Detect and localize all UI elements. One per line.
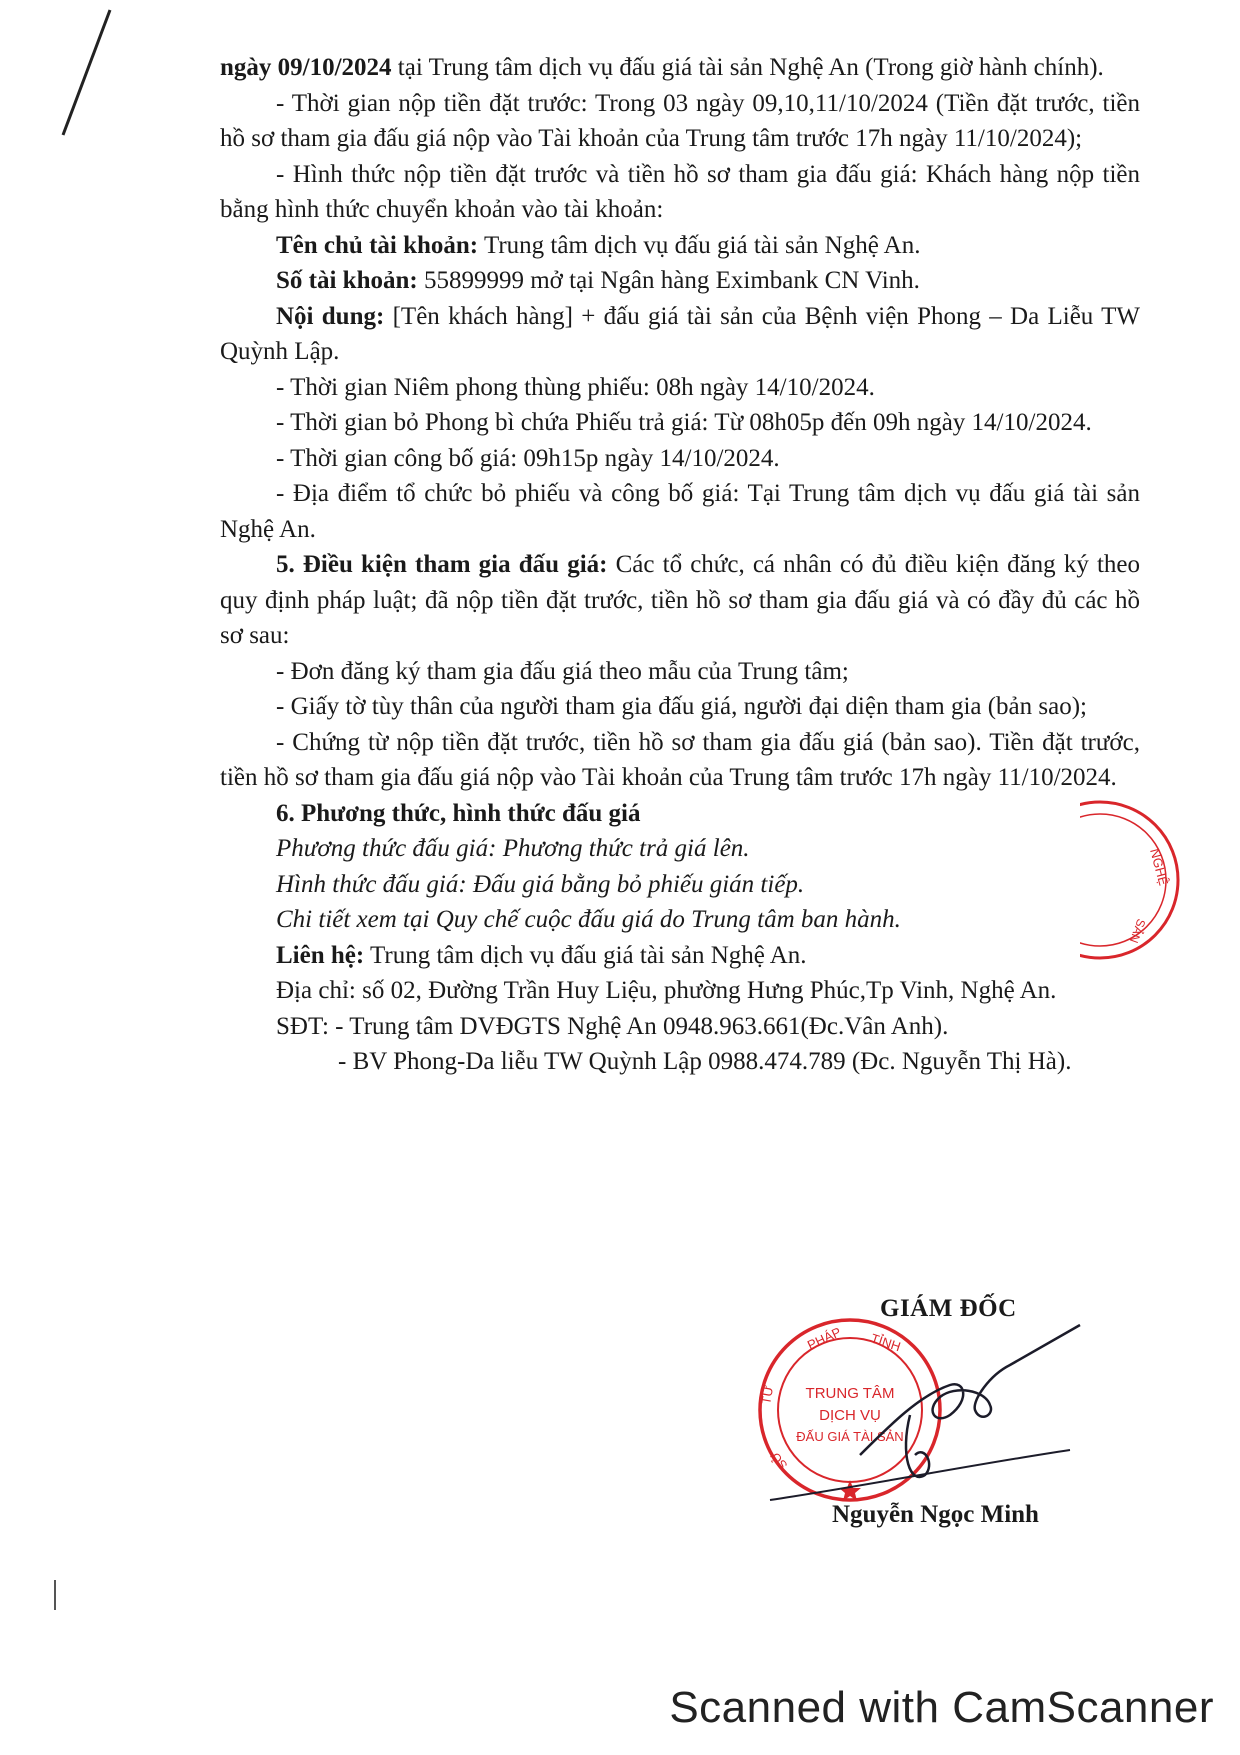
phone-line-center: SĐT: - Trung tâm DVĐGTS Nghệ An 0948.963.661(Đc.Vân Anh). (276, 1012, 949, 1040)
address-line: Địa chỉ: số 02, Đường Trần Huy Liệu, phường Hưng Phúc,Tp Vinh, Nghệ An. (276, 977, 1057, 1004)
stamp-text-so: SỞ (767, 1449, 791, 1473)
scan-edge-mark (55, 5, 125, 145)
regulation-reference: Chi tiết xem tại Quy chế cuộc đấu giá do Trung tâm ban hành. (276, 906, 901, 933)
stamp-text-center: TRUNG TÂM (805, 1385, 895, 1402)
paragraph-deposit-time: - Thời gian nộp tiền đặt trước: Trong 03 ngày 09,10,11/10/2024 (Tiền đặt trước, tiền hồ sơ tham gia đấu giá nộp vào Tài khoản của Trung tâm trước 17h ngày 11/10/2024); (220, 89, 1140, 152)
side-stamp-text-1: NGHỆ (1147, 846, 1172, 888)
stamp-text-service: DỊCH VỤ (819, 1407, 881, 1424)
side-stamp-text-2: SẢN (1126, 916, 1149, 945)
auction-method: Phương thức đấu giá: Phương thức trả giá lên. (276, 835, 750, 862)
handwritten-signature (750, 1305, 1090, 1525)
stamp-text-tu: TƯ (758, 1384, 777, 1406)
section-6-heading: 6. Phương thức, hình thức đấu giá (276, 799, 641, 827)
document-body (220, 50, 1140, 1080)
paragraph-auction-date: ngày 09/10/2024 tại Trung tâm dịch vụ đấu giá tài sản Nghệ An (Trong giờ hành chính). (220, 54, 1104, 81)
paragraph-seal-time: - Thời gian Niêm phong thùng phiếu: 08h ngày 14/10/2024. (276, 373, 875, 401)
paragraph-bid-envelope-time: - Thời gian bỏ Phong bì chứa Phiếu trả giá: Từ 08h05p đến 09h ngày 14/10/2024. (276, 409, 1092, 436)
contact-line: Liên hệ: Trung tâm dịch vụ đấu giá tài sản Nghệ An. (276, 941, 807, 969)
stamp-text-tinh: TỈNH (869, 1330, 903, 1355)
phone-line-hospital: - BV Phong-Da liễu TW Quỳnh Lập 0988.474.789 (Đc. Nguyễn Thị Hà). (338, 1048, 1072, 1075)
side-stamp-seal (1080, 790, 1190, 970)
signer-name: Nguyễn Ngọc Minh (832, 1501, 1039, 1528)
paragraph-announce-time: - Thời gian công bố giá: 09h15p ngày 14/10/2024. (276, 444, 780, 472)
section-5-conditions: 5. Điều kiện tham gia đấu giá: Các tổ chức, cá nhân có đủ điều kiện đăng ký theo quy định pháp luật; đã nộp tiền đặt trước, tiền hồ sơ tham gia đấu giá và có đầy đủ các hồ sơ sau: (220, 551, 1140, 649)
paragraph-deposit-method: - Hình thức nộp tiền đặt trước và tiền hồ sơ tham gia đấu giá: Khách hàng nộp tiền bằng hình thức chuyển khoản vào tài khoản: (220, 160, 1140, 223)
stamp-text-phap: PHÁP (804, 1324, 844, 1353)
scan-edge-line (52, 1580, 58, 1650)
auction-form: Hình thức đấu giá: Đấu giá bằng bỏ phiếu gián tiếp. (276, 870, 805, 898)
stamp-text-asset: ĐẤU GIÁ TÀI SẢN (796, 1429, 904, 1444)
paragraph-venue: - Địa điểm tổ chức bỏ phiếu và công bố giá: Tại Trung tâm dịch vụ đấu giá tài sản Nghệ An. (220, 480, 1140, 543)
signer-title: GIÁM ĐỐC (880, 1295, 1017, 1322)
requirement-payment-proof: - Chứng từ nộp tiền đặt trước, tiền hồ sơ tham gia đấu giá (bản sao). Tiền đặt trước, tiền hồ sơ tham gia đấu giá nộp vào Tài khoản của Trung tâm trước 17h ngày 11/10/2024. (220, 728, 1140, 791)
signature-block (760, 1295, 1100, 1545)
account-holder: Tên chủ tài khoản: Trung tâm dịch vụ đấu giá tài sản Nghệ An. (276, 231, 921, 259)
requirement-identity-papers: - Giấy tờ tùy thân của người tham gia đấu giá, người đại diện tham gia (bản sao); (276, 693, 1087, 720)
requirement-registration-form: - Đơn đăng ký tham gia đấu giá theo mẫu của Trung tâm; (276, 657, 849, 685)
account-number: Số tài khoản: 55899999 mở tại Ngân hàng Eximbank CN Vinh. (276, 267, 920, 294)
camscanner-watermark: Scanned with CamScanner (669, 1683, 1214, 1732)
payment-content: Nội dung: [Tên khách hàng] + đấu giá tài sản của Bệnh viện Phong – Da Liễu TW Quỳnh Lập. (220, 302, 1140, 365)
